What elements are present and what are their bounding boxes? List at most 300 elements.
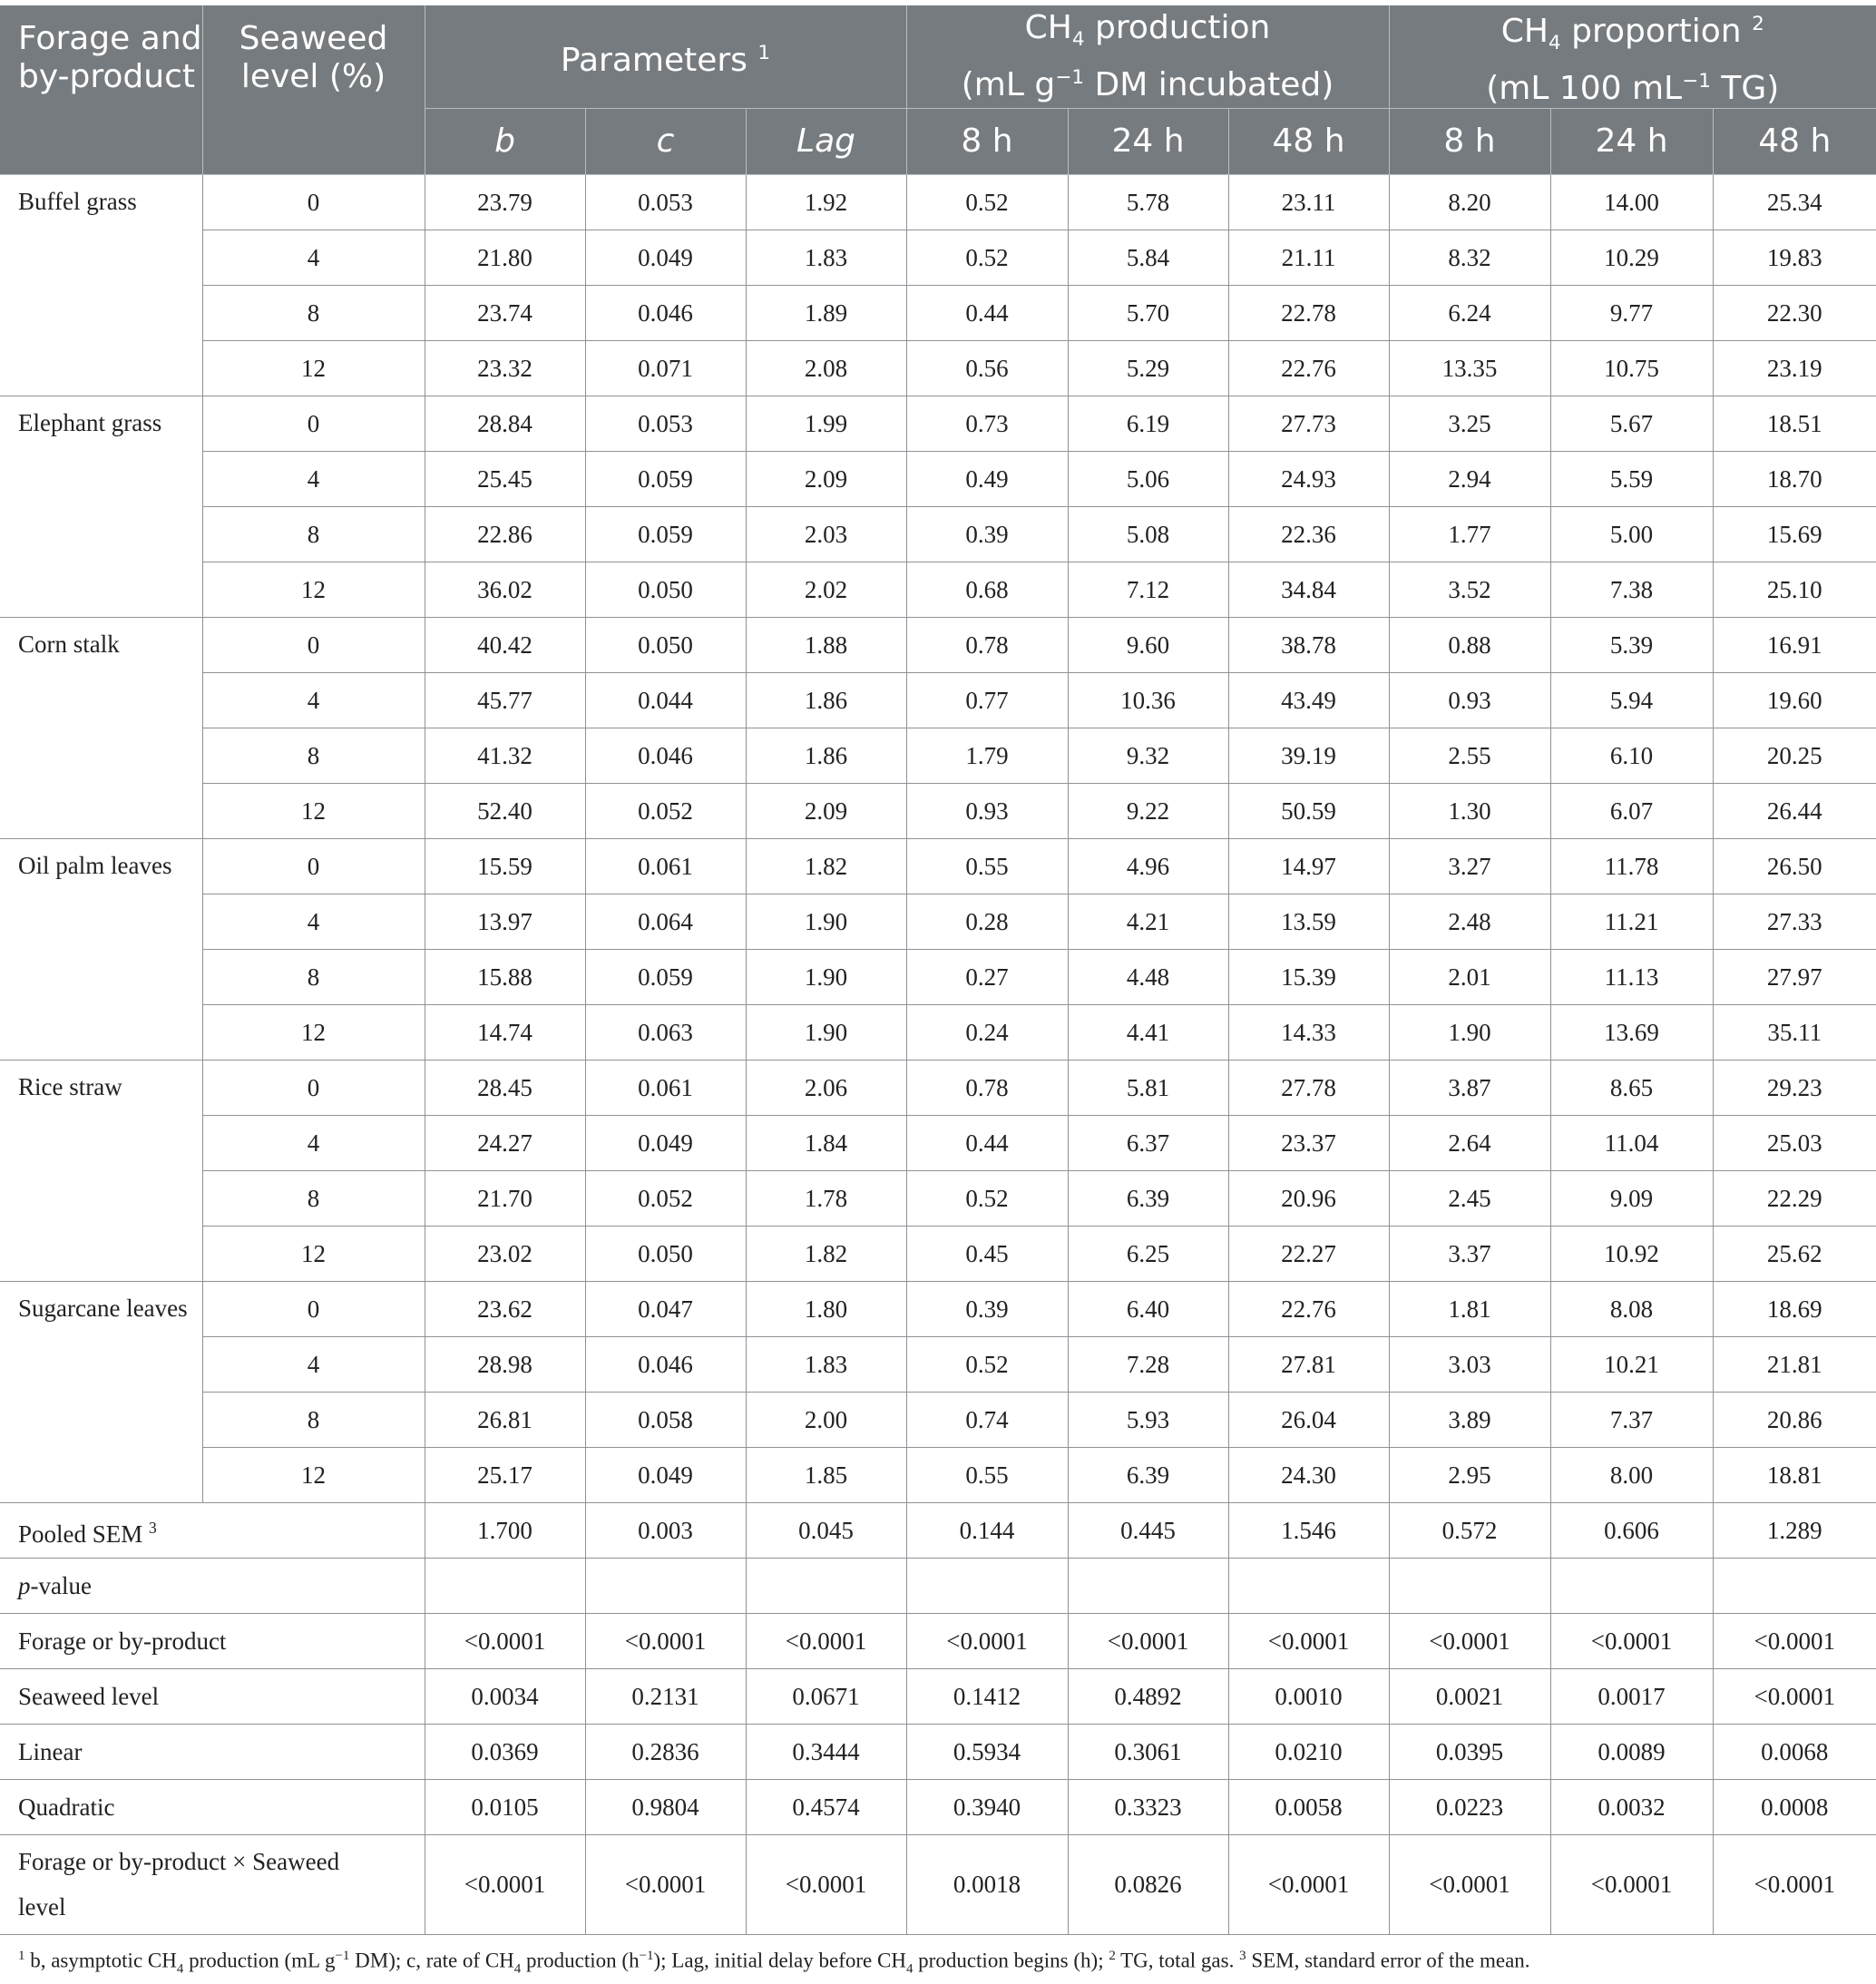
table-container <box>0 5 1876 1935</box>
value-cell: 0.046 <box>585 728 746 784</box>
value-cell: 1.99 <box>746 396 906 452</box>
value-cell: 0.3940 <box>906 1780 1068 1835</box>
table-row <box>0 1282 1876 1337</box>
value-cell: 0.059 <box>585 452 746 507</box>
value-cell: 18.81 <box>1713 1448 1876 1503</box>
table-row <box>0 1116 1876 1171</box>
forage-name-cell: Elephant grass <box>0 396 202 618</box>
header-parameters: Parameters $^1$ <box>425 5 906 109</box>
value-cell: 25.34 <box>1713 175 1876 230</box>
value-cell: 0.4574 <box>746 1780 906 1835</box>
value-cell: 1.82 <box>746 1227 906 1282</box>
value-cell: 18.51 <box>1713 396 1876 452</box>
value-cell: 20.25 <box>1713 728 1876 784</box>
value-cell: 3.03 <box>1389 1337 1550 1393</box>
value-cell: 0.003 <box>585 1503 746 1559</box>
table-row <box>0 1448 1876 1503</box>
value-cell: 0.047 <box>585 1282 746 1337</box>
value-cell: 20.86 <box>1713 1393 1876 1448</box>
value-cell: 0.3444 <box>746 1725 906 1780</box>
data-table <box>0 5 1876 1935</box>
value-cell: 14.97 <box>1228 839 1389 894</box>
empty-cell <box>585 1559 746 1614</box>
table-body <box>0 175 1876 1935</box>
value-cell: 2.45 <box>1389 1171 1550 1227</box>
forage-name-cell: Rice straw <box>0 1060 202 1282</box>
table-row <box>0 1227 1876 1282</box>
value-cell: 22.30 <box>1713 286 1876 341</box>
table-row <box>0 784 1876 839</box>
value-cell: 0.56 <box>906 341 1068 396</box>
value-cell: 23.19 <box>1713 341 1876 396</box>
value-cell: 0.045 <box>746 1503 906 1559</box>
value-cell: 1.30 <box>1389 784 1550 839</box>
value-cell: <0.0001 <box>1713 1835 1876 1935</box>
table-row <box>0 396 1876 452</box>
value-cell: 0.3323 <box>1068 1780 1228 1835</box>
seaweed-level-cell: 0 <box>202 1282 425 1337</box>
value-cell: 27.81 <box>1228 1337 1389 1393</box>
value-cell: <0.0001 <box>1228 1614 1389 1669</box>
value-cell: 0.0395 <box>1389 1725 1550 1780</box>
value-cell: 1.78 <box>746 1171 906 1227</box>
value-cell: 0.44 <box>906 1116 1068 1171</box>
value-cell: 0.44 <box>906 286 1068 341</box>
seaweed-level-cell: 4 <box>202 1116 425 1171</box>
value-cell: 3.87 <box>1389 1060 1550 1116</box>
value-cell: 0.050 <box>585 562 746 618</box>
table-row <box>0 230 1876 286</box>
value-cell: 0.93 <box>906 784 1068 839</box>
value-cell: <0.0001 <box>1550 1835 1713 1935</box>
value-cell: <0.0001 <box>425 1835 585 1935</box>
value-cell: 0.044 <box>585 673 746 728</box>
value-cell: 15.39 <box>1228 950 1389 1005</box>
value-cell: 27.73 <box>1228 396 1389 452</box>
value-cell: 27.33 <box>1713 894 1876 950</box>
value-cell: 0.2836 <box>585 1725 746 1780</box>
value-cell: 21.81 <box>1713 1337 1876 1393</box>
seaweed-level-cell: 4 <box>202 1337 425 1393</box>
value-cell: 15.69 <box>1713 507 1876 562</box>
value-cell: 16.91 <box>1713 618 1876 673</box>
header-prop-48h: 48 h <box>1713 109 1876 175</box>
value-cell: 5.59 <box>1550 452 1713 507</box>
value-cell: 2.01 <box>1389 950 1550 1005</box>
value-cell: 0.0032 <box>1550 1780 1713 1835</box>
value-cell: 5.06 <box>1068 452 1228 507</box>
value-cell: 6.10 <box>1550 728 1713 784</box>
value-cell: 35.11 <box>1713 1005 1876 1060</box>
value-cell: 29.23 <box>1713 1060 1876 1116</box>
value-cell: 25.10 <box>1713 562 1876 618</box>
value-cell: 7.38 <box>1550 562 1713 618</box>
value-cell: 24.27 <box>425 1116 585 1171</box>
value-cell: 5.78 <box>1068 175 1228 230</box>
value-cell: 25.62 <box>1713 1227 1876 1282</box>
value-cell: 5.08 <box>1068 507 1228 562</box>
seaweed-level-cell: 8 <box>202 507 425 562</box>
value-cell: 22.78 <box>1228 286 1389 341</box>
value-cell: <0.0001 <box>585 1835 746 1935</box>
value-cell: 0.77 <box>906 673 1068 728</box>
value-cell: 8.20 <box>1389 175 1550 230</box>
value-cell: 0.24 <box>906 1005 1068 1060</box>
seaweed-level-cell: 8 <box>202 1171 425 1227</box>
value-cell: 19.60 <box>1713 673 1876 728</box>
value-cell: 6.37 <box>1068 1116 1228 1171</box>
value-cell: 1.88 <box>746 618 906 673</box>
seaweed-level-cell: 12 <box>202 1448 425 1503</box>
value-cell: 0.68 <box>906 562 1068 618</box>
value-cell: 6.40 <box>1068 1282 1228 1337</box>
value-cell: 40.42 <box>425 618 585 673</box>
value-cell: 0.0369 <box>425 1725 585 1780</box>
value-cell: 36.02 <box>425 562 585 618</box>
value-cell: 2.94 <box>1389 452 1550 507</box>
stat-label: Quadratic <box>0 1780 425 1835</box>
value-cell: <0.0001 <box>1068 1614 1228 1669</box>
value-cell: 0.39 <box>906 1282 1068 1337</box>
value-cell: 19.83 <box>1713 230 1876 286</box>
value-cell: 9.22 <box>1068 784 1228 839</box>
value-cell: 6.19 <box>1068 396 1228 452</box>
seaweed-level-cell: 12 <box>202 562 425 618</box>
value-cell: 0.061 <box>585 839 746 894</box>
value-cell: 1.86 <box>746 728 906 784</box>
value-cell: 23.79 <box>425 175 585 230</box>
table-row <box>0 1337 1876 1393</box>
value-cell: 0.93 <box>1389 673 1550 728</box>
table-row <box>0 618 1876 673</box>
stat-row <box>0 1835 1876 1935</box>
value-cell: 0.52 <box>906 1171 1068 1227</box>
value-cell: 23.02 <box>425 1227 585 1282</box>
value-cell: <0.0001 <box>746 1835 906 1935</box>
seaweed-level-cell: 0 <box>202 839 425 894</box>
value-cell: 1.700 <box>425 1503 585 1559</box>
value-cell: 0.0008 <box>1713 1780 1876 1835</box>
value-cell: 25.17 <box>425 1448 585 1503</box>
seaweed-level-cell: 12 <box>202 1227 425 1282</box>
table-row <box>0 1171 1876 1227</box>
header-ch4-production: $CH_4$ production (mL $g^{-1}$ DM incubated) <box>906 5 1389 109</box>
value-cell: 0.063 <box>585 1005 746 1060</box>
table-row <box>0 507 1876 562</box>
header-ch4-proportion: $CH_4$ proportion $^2$ (mL 100 $mL^{-1}$ TG) <box>1389 5 1876 109</box>
value-cell: 3.52 <box>1389 562 1550 618</box>
value-cell: 11.13 <box>1550 950 1713 1005</box>
table-row <box>0 175 1876 230</box>
value-cell: 0.78 <box>906 1060 1068 1116</box>
value-cell: 0.445 <box>1068 1503 1228 1559</box>
value-cell: 14.74 <box>425 1005 585 1060</box>
value-cell: <0.0001 <box>1389 1835 1550 1935</box>
value-cell: 0.572 <box>1389 1503 1550 1559</box>
value-cell: 50.59 <box>1228 784 1389 839</box>
seaweed-level-cell: 4 <box>202 452 425 507</box>
value-cell: 11.21 <box>1550 894 1713 950</box>
value-cell: 7.28 <box>1068 1337 1228 1393</box>
stat-row <box>0 1669 1876 1725</box>
header-forage: Forage and by-product <box>0 5 202 175</box>
value-cell: 1.80 <box>746 1282 906 1337</box>
value-cell: 39.19 <box>1228 728 1389 784</box>
value-cell: 2.09 <box>746 452 906 507</box>
value-cell: 28.84 <box>425 396 585 452</box>
value-cell: 22.27 <box>1228 1227 1389 1282</box>
seaweed-level-cell: 0 <box>202 175 425 230</box>
value-cell: 0.4892 <box>1068 1669 1228 1725</box>
seaweed-level-cell: 4 <box>202 894 425 950</box>
value-cell: 0.050 <box>585 618 746 673</box>
value-cell: 13.97 <box>425 894 585 950</box>
value-cell: 0.0010 <box>1228 1669 1389 1725</box>
value-cell: 0.0068 <box>1713 1725 1876 1780</box>
value-cell: 43.49 <box>1228 673 1389 728</box>
value-cell: 4.48 <box>1068 950 1228 1005</box>
value-cell: 0.45 <box>906 1227 1068 1282</box>
value-cell: 11.78 <box>1550 839 1713 894</box>
value-cell: 1.85 <box>746 1448 906 1503</box>
value-cell: 18.70 <box>1713 452 1876 507</box>
value-cell: <0.0001 <box>1550 1614 1713 1669</box>
value-cell: 0.1412 <box>906 1669 1068 1725</box>
value-cell: 0.049 <box>585 1116 746 1171</box>
value-cell: 3.89 <box>1389 1393 1550 1448</box>
forage-name-cell: Corn stalk <box>0 618 202 839</box>
seaweed-level-cell: 4 <box>202 230 425 286</box>
empty-cell <box>1550 1559 1713 1614</box>
value-cell: 0.052 <box>585 784 746 839</box>
value-cell: <0.0001 <box>425 1614 585 1669</box>
seaweed-level-cell: 4 <box>202 673 425 728</box>
value-cell: 1.84 <box>746 1116 906 1171</box>
value-cell: 6.07 <box>1550 784 1713 839</box>
seaweed-level-cell: 12 <box>202 1005 425 1060</box>
forage-name-cell: Oil palm leaves <box>0 839 202 1060</box>
value-cell: <0.0001 <box>1228 1835 1389 1935</box>
value-cell: 0.0034 <box>425 1669 585 1725</box>
value-cell: 23.62 <box>425 1282 585 1337</box>
value-cell: 1.83 <box>746 230 906 286</box>
value-cell: 2.55 <box>1389 728 1550 784</box>
header-prop-24h: 24 h <box>1550 109 1713 175</box>
value-cell: 15.59 <box>425 839 585 894</box>
value-cell: 1.81 <box>1389 1282 1550 1337</box>
header-prop-8h: 8 h <box>1389 109 1550 175</box>
value-cell: 26.50 <box>1713 839 1876 894</box>
empty-cell <box>746 1559 906 1614</box>
table-row <box>0 1060 1876 1116</box>
value-cell: 4.96 <box>1068 839 1228 894</box>
value-cell: 21.11 <box>1228 230 1389 286</box>
seaweed-level-cell: 8 <box>202 1393 425 1448</box>
value-cell: 1.86 <box>746 673 906 728</box>
value-cell: 25.45 <box>425 452 585 507</box>
empty-cell <box>425 1559 585 1614</box>
value-cell: 2.08 <box>746 341 906 396</box>
value-cell: 9.77 <box>1550 286 1713 341</box>
pooled-sem-label: Pooled SEM $^3$ <box>0 1503 425 1559</box>
value-cell: 10.36 <box>1068 673 1228 728</box>
value-cell: 1.79 <box>906 728 1068 784</box>
table-row <box>0 452 1876 507</box>
table-row <box>0 1393 1876 1448</box>
value-cell: 5.81 <box>1068 1060 1228 1116</box>
value-cell: 0.78 <box>906 618 1068 673</box>
value-cell: 0.053 <box>585 175 746 230</box>
value-cell: 0.0210 <box>1228 1725 1389 1780</box>
value-cell: 1.83 <box>746 1337 906 1393</box>
value-cell: 5.94 <box>1550 673 1713 728</box>
pvalue-header-row <box>0 1559 1876 1614</box>
value-cell: 27.97 <box>1713 950 1876 1005</box>
value-cell: 10.92 <box>1550 1227 1713 1282</box>
value-cell: 0.27 <box>906 950 1068 1005</box>
value-cell: 0.88 <box>1389 618 1550 673</box>
value-cell: 0.9804 <box>585 1780 746 1835</box>
stat-label: Linear <box>0 1725 425 1780</box>
pooled-sem-row <box>0 1503 1876 1559</box>
value-cell: 2.48 <box>1389 894 1550 950</box>
value-cell: 26.81 <box>425 1393 585 1448</box>
value-cell: 2.09 <box>746 784 906 839</box>
value-cell: 13.59 <box>1228 894 1389 950</box>
value-cell: 9.32 <box>1068 728 1228 784</box>
value-cell: 0.55 <box>906 1448 1068 1503</box>
seaweed-level-cell: 12 <box>202 784 425 839</box>
value-cell: 1.89 <box>746 286 906 341</box>
value-cell: 0.050 <box>585 1227 746 1282</box>
value-cell: 0.52 <box>906 230 1068 286</box>
value-cell: 1.90 <box>746 1005 906 1060</box>
header-prod-24h: 24 h <box>1068 109 1228 175</box>
header-seaweed-level: Seaweed level (%) <box>202 5 425 175</box>
value-cell: 23.37 <box>1228 1116 1389 1171</box>
empty-cell <box>1713 1559 1876 1614</box>
header-c: c <box>585 109 746 175</box>
value-cell: 4.41 <box>1068 1005 1228 1060</box>
table-footnote: $^1$ b, asymptotic $CH_4$ production (mL $g^{-1}$ DM); c, rate of $CH_4$ production $(h^{-1})$; Lag, initial delay before $CH_4$ production begins (h); $^2$ TG, total gas. $^3$ SEM, standard error of the mean. <box>18 1949 1530 1977</box>
value-cell: 2.02 <box>746 562 906 618</box>
value-cell: 1.92 <box>746 175 906 230</box>
value-cell: 26.44 <box>1713 784 1876 839</box>
value-cell: 0.3061 <box>1068 1725 1228 1780</box>
value-cell: 3.37 <box>1389 1227 1550 1282</box>
value-cell: 9.60 <box>1068 618 1228 673</box>
table-row <box>0 839 1876 894</box>
value-cell: 28.98 <box>425 1337 585 1393</box>
value-cell: 5.29 <box>1068 341 1228 396</box>
header-lag: Lag <box>746 109 906 175</box>
value-cell: <0.0001 <box>746 1614 906 1669</box>
value-cell: 28.45 <box>425 1060 585 1116</box>
value-cell: 5.70 <box>1068 286 1228 341</box>
table-row <box>0 1005 1876 1060</box>
value-cell: 18.69 <box>1713 1282 1876 1337</box>
table-row <box>0 728 1876 784</box>
value-cell: <0.0001 <box>906 1614 1068 1669</box>
value-cell: 6.39 <box>1068 1171 1228 1227</box>
value-cell: 0.606 <box>1550 1503 1713 1559</box>
value-cell: 34.84 <box>1228 562 1389 618</box>
header-prod-8h: 8 h <box>906 109 1068 175</box>
value-cell: 22.36 <box>1228 507 1389 562</box>
value-cell: 1.90 <box>1389 1005 1550 1060</box>
forage-name-cell: Buffel grass <box>0 175 202 396</box>
value-cell: 2.03 <box>746 507 906 562</box>
value-cell: 7.37 <box>1550 1393 1713 1448</box>
value-cell: 0.73 <box>906 396 1068 452</box>
header-b: b <box>425 109 585 175</box>
value-cell: 0.2131 <box>585 1669 746 1725</box>
value-cell: 22.76 <box>1228 1282 1389 1337</box>
value-cell: 8.08 <box>1550 1282 1713 1337</box>
seaweed-level-cell: 0 <box>202 1060 425 1116</box>
value-cell: 6.39 <box>1068 1448 1228 1503</box>
header-prod-48h: 48 h <box>1228 109 1389 175</box>
value-cell: 15.88 <box>425 950 585 1005</box>
stat-label: Forage or by-product × Seaweed level <box>0 1835 425 1935</box>
value-cell: 1.546 <box>1228 1503 1389 1559</box>
value-cell: <0.0001 <box>1713 1669 1876 1725</box>
forage-name-cell: Sugarcane leaves <box>0 1282 202 1503</box>
value-cell: 2.95 <box>1389 1448 1550 1503</box>
value-cell: 14.33 <box>1228 1005 1389 1060</box>
value-cell: 8.32 <box>1389 230 1550 286</box>
value-cell: 1.90 <box>746 894 906 950</box>
empty-cell <box>906 1559 1068 1614</box>
seaweed-level-cell: 0 <box>202 396 425 452</box>
value-cell: 0.0105 <box>425 1780 585 1835</box>
value-cell: <0.0001 <box>1389 1614 1550 1669</box>
value-cell: 0.053 <box>585 396 746 452</box>
value-cell: 23.32 <box>425 341 585 396</box>
value-cell: 0.0089 <box>1550 1725 1713 1780</box>
empty-cell <box>1068 1559 1228 1614</box>
value-cell: 3.25 <box>1389 396 1550 452</box>
value-cell: 24.30 <box>1228 1448 1389 1503</box>
value-cell: 0.74 <box>906 1393 1068 1448</box>
table-row <box>0 562 1876 618</box>
value-cell: 13.69 <box>1550 1005 1713 1060</box>
value-cell: 0.49 <box>906 452 1068 507</box>
value-cell: 20.96 <box>1228 1171 1389 1227</box>
value-cell: 6.24 <box>1389 286 1550 341</box>
value-cell: 8.65 <box>1550 1060 1713 1116</box>
stat-label: Forage or by-product <box>0 1614 425 1669</box>
value-cell: 0.39 <box>906 507 1068 562</box>
value-cell: 27.78 <box>1228 1060 1389 1116</box>
value-cell: 38.78 <box>1228 618 1389 673</box>
value-cell: 25.03 <box>1713 1116 1876 1171</box>
value-cell: 0.28 <box>906 894 1068 950</box>
value-cell: 0.052 <box>585 1171 746 1227</box>
seaweed-level-cell: 8 <box>202 728 425 784</box>
value-cell: 13.35 <box>1389 341 1550 396</box>
value-cell: 0.55 <box>906 839 1068 894</box>
value-cell: 0.52 <box>906 1337 1068 1393</box>
value-cell: 1.77 <box>1389 507 1550 562</box>
value-cell: 11.04 <box>1550 1116 1713 1171</box>
value-cell: 0.0223 <box>1389 1780 1550 1835</box>
value-cell: 0.0017 <box>1550 1669 1713 1725</box>
stat-label: Seaweed level <box>0 1669 425 1725</box>
stat-row <box>0 1614 1876 1669</box>
value-cell: 0.059 <box>585 507 746 562</box>
value-cell: 0.0058 <box>1228 1780 1389 1835</box>
